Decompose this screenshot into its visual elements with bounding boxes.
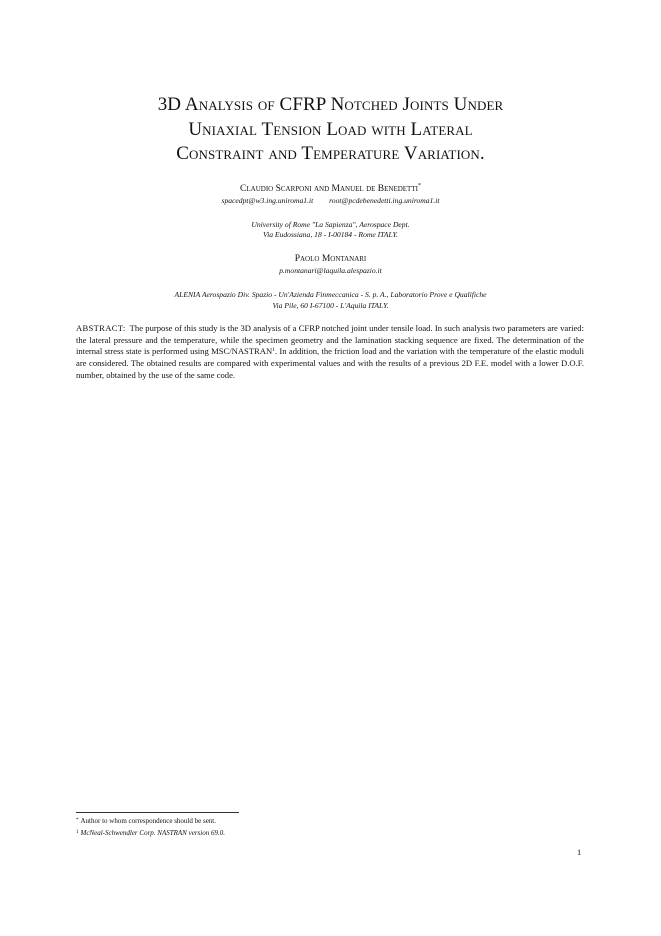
author-name: Claudio Scarponi	[240, 184, 312, 194]
footnote	[76, 815, 476, 827]
affiliation-address: Via Pile, 60 I-67100 - L'Aquila ITALY.	[272, 301, 389, 310]
page-number: 1	[577, 847, 582, 857]
author-email[interactable]: root@pcdebenedetti.ing.uniroma1.it	[329, 196, 440, 205]
footnotes	[76, 815, 476, 839]
author-name: Paolo Montanari	[294, 254, 367, 264]
footnote	[76, 827, 476, 839]
abstract-text: The purpose of this study is the 3D analysis of a CFRP notched joint under tensile load. In such analysis two parameters are varied: the lateral pressure and the temperature, while the specimen geometry and the lamination stacking sequence are fixed. The determination of the internal stress state is performed using MSC/NASTRAN	[76, 323, 584, 357]
footnote-marker: 1	[76, 830, 79, 835]
footnote-marker: 1	[272, 347, 275, 354]
affiliation-line: University of Rome "La Sapienza", Aerospace Dept.	[251, 220, 410, 229]
abstract-text: . In addition, the friction load and the variation with the temperature of the elastic moduli are considered. The obtained results are compared with experimental values and with the results of a previous 2D F.E. model with a lower D.O.F. number, obtained by the use of the same code.	[76, 346, 584, 380]
paper-title	[60, 93, 601, 167]
affiliation-address: Via Eudossiana, 18 - I-00184 - Rome ITALY.	[263, 230, 398, 239]
footnote-divider	[76, 812, 239, 813]
abstract-label: ABSTRACT:	[76, 323, 126, 333]
author-name: Manuel de Benedetti	[331, 184, 418, 194]
abstract	[76, 323, 584, 382]
author-email[interactable]: p.montanari@laquila.alespazio.it	[279, 266, 382, 275]
footnote-text: McNeal-Schwendler Corp. NASTRAN version 69.0.	[80, 829, 225, 837]
footnote-marker: *	[76, 818, 79, 823]
affiliation-line: ALENIA Aerospazio Div. Spazio - Un'Azienda Finmeccanica - S. p. A., Laboratorio Prove e Qualifiche	[174, 290, 487, 299]
title-line-1: 3D Analysis of CFRP Notched Joints Under	[157, 94, 504, 115]
author-emails	[60, 196, 601, 205]
author-conjunction: and	[313, 184, 330, 194]
footnote-marker: *	[417, 183, 421, 189]
author-email[interactable]: spacedpt@w3.ing.uniroma1.it	[221, 196, 314, 205]
title-line-3: Constraint and Temperature Variation.	[176, 143, 485, 164]
author-list	[60, 183, 601, 194]
title-line-2: Uniaxial Tension Load with Lateral	[188, 118, 473, 140]
footnote-text: Author to whom correspondence should be sent.	[80, 817, 216, 825]
